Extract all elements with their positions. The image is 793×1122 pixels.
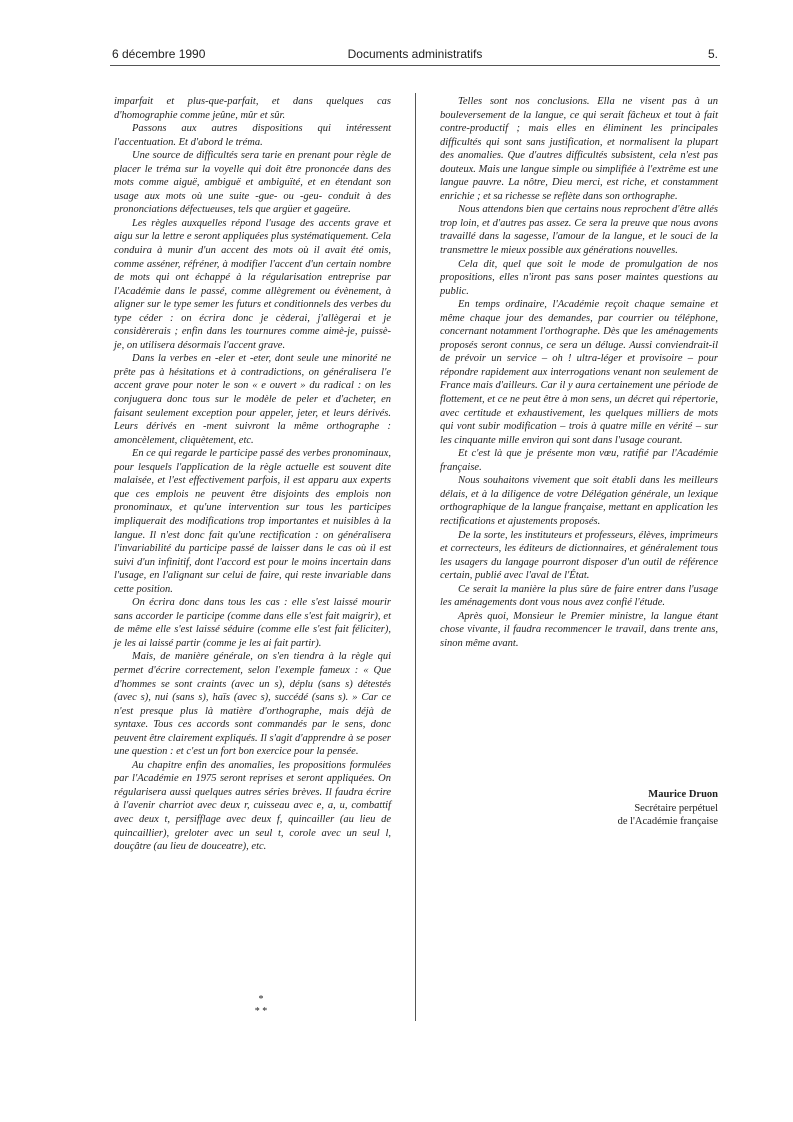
separator-line-1: * xyxy=(258,994,264,1005)
paragraph: Nous attendons bien que certains nous reprochent d'être allés trop loin, et d'autres pas assez. Ce sera la preuve que nous avons travaillé dans la sagesse, l'amour de la langue, et le souci de la transmettre le mieux possible aux générations nouvelles. xyxy=(440,204,718,257)
signature-block xyxy=(440,788,718,829)
paragraph: Nous souhaitons vivement que soit établi dans les meilleurs délais, et à la diligence de votre Délégation générale, un lexique orthographique de la langue française, mettant en application les rectifications et ajustements proposés. xyxy=(440,475,718,527)
paragraph: Au chapitre enfin des anomalies, les propositions formulées par l'Académie en 1975 seront reprises et seront appliquées. On régularisera aussi quelques autres séries brèves. Il faudra écrire à l'avenir charriot avec deux r, cuisseau avec e, a, u, combattif avec deux t, persifflage avec deux f, quincailler (au lieu de quincaillier), greloter avec un seul t, corole avec un seul l, douçâtre (au lieu de douceatre), etc. xyxy=(114,759,391,853)
paragraph: Cela dit, quel que soit le mode de promulgation de nos propositions, elles n'iront pas sans poser maintes questions au public. xyxy=(440,258,718,297)
paragraph: Une source de difficultés sera tarie en prenant pour règle de placer le tréma sur la voyelle qui doit être prononcée dans des mots comme aiguë, ambiguë et ambiguïté, et en étendant son usage aux mots où une suite -gue- ou -geu- conduit à des prononciations défectueuses, tels que argüer et gageüre. xyxy=(114,150,391,216)
signature-title-line-2: de l'Académie française xyxy=(617,816,718,827)
header-page-number: 5. xyxy=(707,47,718,61)
paragraph: Passons aux autres dispositions qui intéressent l'accentuation. Et d'abord le tréma. xyxy=(114,123,391,148)
paragraph: Les règles auxquelles répond l'usage des accents grave et aigu sur la lettre e seront appliquées plus systématiquement. Cela conduira à munir d'un accent des mots où il avait été omis, comme asséner, réfréner, à modifier l'accent d'un certain nombre de mots qui ont échappé à la régularisation entreprise par l'Académie dans le passé, comme allègrement ou évènement, à aligner sur le type semer les futurs et conditionnels des verbes du type céder : on écrira donc je cèderai, j'allègerai et je considèrerais ; enfin dans les tournures comme aimè-je, puissè-je, on utilisera désormais l'accent grave. xyxy=(114,217,391,351)
header-rule xyxy=(110,65,720,66)
column-divider xyxy=(415,93,416,1021)
header-title: Documents administratifs xyxy=(347,47,483,61)
paragraph: En ce qui regarde le participe passé des verbes pronominaux, pour lesquels l'application de la règle actuelle est souvent dite malaisée, et l'est effectivement parfois, il est apparu aux experts que ces emplois ne peuvent être disjoints des emplois non pronominaux, et qu'une intervention sur tous les participes impliquerait des modifications trop importantes et nuisibles à la langue. Il n'est donc fait qu'une rectification : on généralisera l'invariabilité du participe passé de laisser dans le cas où il est suivi d'un infinitif, dont l'accord est pour le moins incertain dans l'usage, en l'alignant sur celui de faire, qui reste invariable dans cette position. xyxy=(114,448,391,595)
paragraph: imparfait et plus-que-parfait, et dans quelques cas d'homographie comme jeûne, mûr et sûr. xyxy=(114,96,391,121)
right-column xyxy=(440,95,718,650)
paragraph: En temps ordinaire, l'Académie reçoit chaque semaine et même chaque jour des demandes, par courrier ou téléphone, concernant notamment l'orthographe. Dès que les aménagements proposés seront connus, ce sera un déluge. Aussi conviendrait-il de prévoir un service – oh ! ultra-léger et provisoire – pour répondre rapidement aux interrogations venant non seulement de France mais d'ailleurs. Car il y aura certainement une période de flottement, et ce ne peut être à mon sens, un décret qui répertorie, avec certitude et exhaustivement, les quelques milliers de mots qui vont subir modification – trois à quatre mille en vérité – sur les cinquante mille environ qui sont dans l'usage courant. xyxy=(440,299,718,446)
separator-line-2: * * xyxy=(254,1006,268,1017)
signature-title-line-1: Secrétaire perpétuel xyxy=(634,802,718,814)
paragraph: Mais, de manière générale, on s'en tiendra à la règle qui permet d'écrire correctement, selon l'exemple fameux : « Que d'hommes se sont craints (avec un s), déplu (sans s) détestés (avec s), nui (sans s), haïs (avec s), succédé (sans s). » Car ce n'est presque plus là matière d'orthographe, mais déjà de syntaxe. Tous ces accords sont commandés par le sens, donc peuvent être clairement expliqués. Il s'agit d'apprendre à se poser une question : et c'est un fort bon exercice pour la pensée. xyxy=(114,651,391,758)
paragraph: De la sorte, les instituteurs et professeurs, élèves, imprimeurs et correcteurs, les éditeurs de dictionnaires, et généralement tous les usagers du langage pourront disposer d'un outil de référence certain, publié avec l'aval de l'État. xyxy=(440,529,718,582)
paragraph: Ce serait la manière la plus sûre de faire entrer dans l'usage les aménagements dont vous nous avez confié l'étude. xyxy=(440,583,718,609)
paragraph: Après quoi, Monsieur le Premier ministre, la langue étant chose vivante, il faudra recommencer le travail, dans trente ans, sinon même avant. xyxy=(440,610,718,649)
page-header xyxy=(112,47,718,65)
left-column xyxy=(114,95,391,854)
header-date: 6 décembre 1990 xyxy=(112,47,206,61)
signature-name: Maurice Druon xyxy=(648,789,718,800)
section-separator xyxy=(114,994,408,1018)
paragraph: Telles sont nos conclusions. Ella ne visent pas à un bouleversement de la langue, ce qui serait fâcheux et tout à fait contre-productif ; mais elles en éliminent les principales difficultés qui sont sans justification, et normalisent la plupart des anomalies. Que d'autres difficultés subsistent, cela n'est pas douteux. Mais une langue simple ou simplifiée à l'extrême est une langue pauvre. La nôtre, Dieu merci, est riche, et constamment enrichie ; et sa richesse se reflète dans son orthographe. xyxy=(440,96,718,202)
paragraph: Dans la verbes en -eler et -eter, dont seule une minorité ne prête pas à hésitations et à contradictions, on généralisera l'e accent grave pour noter le son « e ouvert » du radical : on les conjuguera donc tous sur le modèle de peler et d'acheter, en faisant seulement exception pour appeler, jeter, et leurs dérivés. Leurs dérivés en -ment suivront la même orthographe : amoncèlement, cliquètement, etc. xyxy=(114,353,391,446)
paragraph: On écrira donc dans tous les cas : elle s'est laissé mourir sans accorder le participe (comme dans elle s'est fait maigrir), et de même elle s'est laissé séduire (comme elle s'est fait féliciter), je les ai laissé partir (comme je les ai fait partir). xyxy=(114,597,391,649)
paragraph: Et c'est là que je présente mon vœu, ratifié par l'Académie française. xyxy=(440,448,718,473)
